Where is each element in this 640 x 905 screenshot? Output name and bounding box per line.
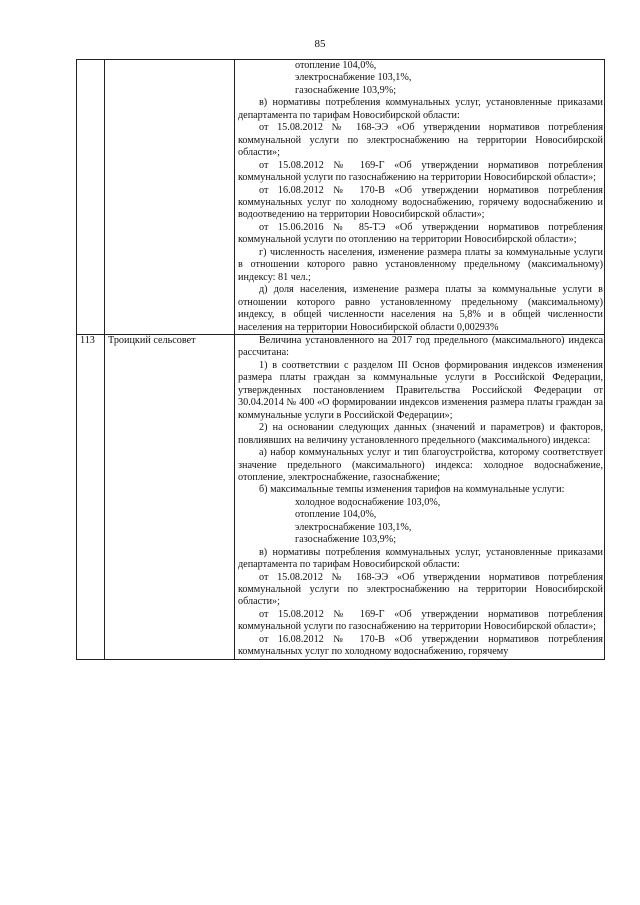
paragraph: электроснабжение 103,1%, (295, 72, 412, 84)
paragraph: от 16.08.2012 № 170-В «Об утверждении нормативов потребления коммунальных услуг по холодному водоснабжению, горячему (238, 633, 603, 658)
paragraph: от 15.08.2012 № 169-Г «Об утверждении нормативов потребления коммунальной услуги по газоснабжению на территории Новосибирской области»; (238, 159, 603, 184)
paragraph: 1) в соответствии с разделом III Основ формирования индексов изменения размера платы граждан за коммунальные услуги в Российской Федерации, утвержденных постановлением Правительства Российской Федерации от 30.04.2014 № 400 «О формировании индексов изменения размера платы граждан за коммунальные услуги в Российской Федерации»; (238, 359, 603, 421)
paragraph: в) нормативы потребления коммунальных услуг, установленные приказами департамента по тарифам Новосибирской области: (238, 97, 603, 121)
table-row (77, 334, 605, 659)
paragraph: в) нормативы потребления коммунальных услуг, установленные приказами департамента по тарифам Новосибирской области: (238, 546, 603, 571)
paragraph: Величина установленного на 2017 год предельного (максимального) индекса рассчитана: (238, 334, 603, 359)
paragraph: газоснабжение 103,9%; (295, 84, 397, 96)
paragraph: 2) на основании следующих данных (значений и параметров) и факторов, повлиявших на величину установленного предельного (максимального) индекса: (238, 422, 603, 446)
table-row (77, 60, 605, 335)
paragraph: б) максимальные темпы изменения тарифов на коммунальные услуги: (259, 484, 565, 496)
row-number: 113 (77, 334, 105, 659)
paragraph: газоснабжение 103,9%; (295, 534, 397, 546)
paragraph: от 15.08.2012 № 169-Г «Об утверждении нормативов потребления коммунальной услуги по газоснабжению на территории Новосибирской области»; (238, 608, 603, 633)
paragraph: а) набор коммунальных услуг и тип благоустройства, которому соответствует значение предельного (максимального) индекса: холодное водоснабжение, отопление, электроснабжение, газоснабжение; (238, 447, 603, 483)
paragraph: от 15.08.2012 № 168-ЭЭ «Об утверждении нормативов потребления коммунальной услуги по электроснабжению на территории Новосибирской области»; (238, 122, 603, 159)
municipality-name: Троицкий сельсовет (105, 334, 235, 659)
paragraph: от 15.06.2016 № 85-ТЭ «Об утверждении нормативов потребления коммунальной услуги по отоплению на территории Новосибирской области»; (238, 221, 603, 246)
municipality-name (105, 60, 235, 335)
row-description (235, 334, 605, 659)
row-number (77, 60, 105, 335)
row-description (235, 60, 605, 335)
paragraph: г) численность населения, изменение размера платы за коммунальные услуги в отношении которого равно установленному предельному (максимальному) индексу: 81 чел.; (238, 246, 603, 283)
paragraph: отопление 104,0%, (295, 60, 377, 71)
paragraph: холодное водоснабжение 103,0%, (295, 496, 441, 508)
paragraph: д) доля населения, изменение размера платы за коммунальные услуги в отношении которого равно установленному предельному (максимальному) индексу, в общей численности населения на 5,8% и в общей численности населения на территории Новосибирской области 0,00293% (238, 284, 603, 333)
paragraph: отопление 104,0%, (295, 509, 377, 521)
page-number: 85 (314, 38, 326, 50)
paragraph: электроснабжение 103,1%, (295, 521, 412, 533)
document-table (76, 59, 605, 660)
paragraph: от 16.08.2012 № 170-В «Об утверждении нормативов потребления коммунальных услуг по холодному водоснабжению, горячему водоснабжению и водоотведению на территории Новосибирской области»; (238, 184, 603, 221)
paragraph: от 15.08.2012 № 168-ЭЭ «Об утверждении нормативов потребления коммунальной услуги по электроснабжению на территории Новосибирской области»; (238, 571, 603, 608)
